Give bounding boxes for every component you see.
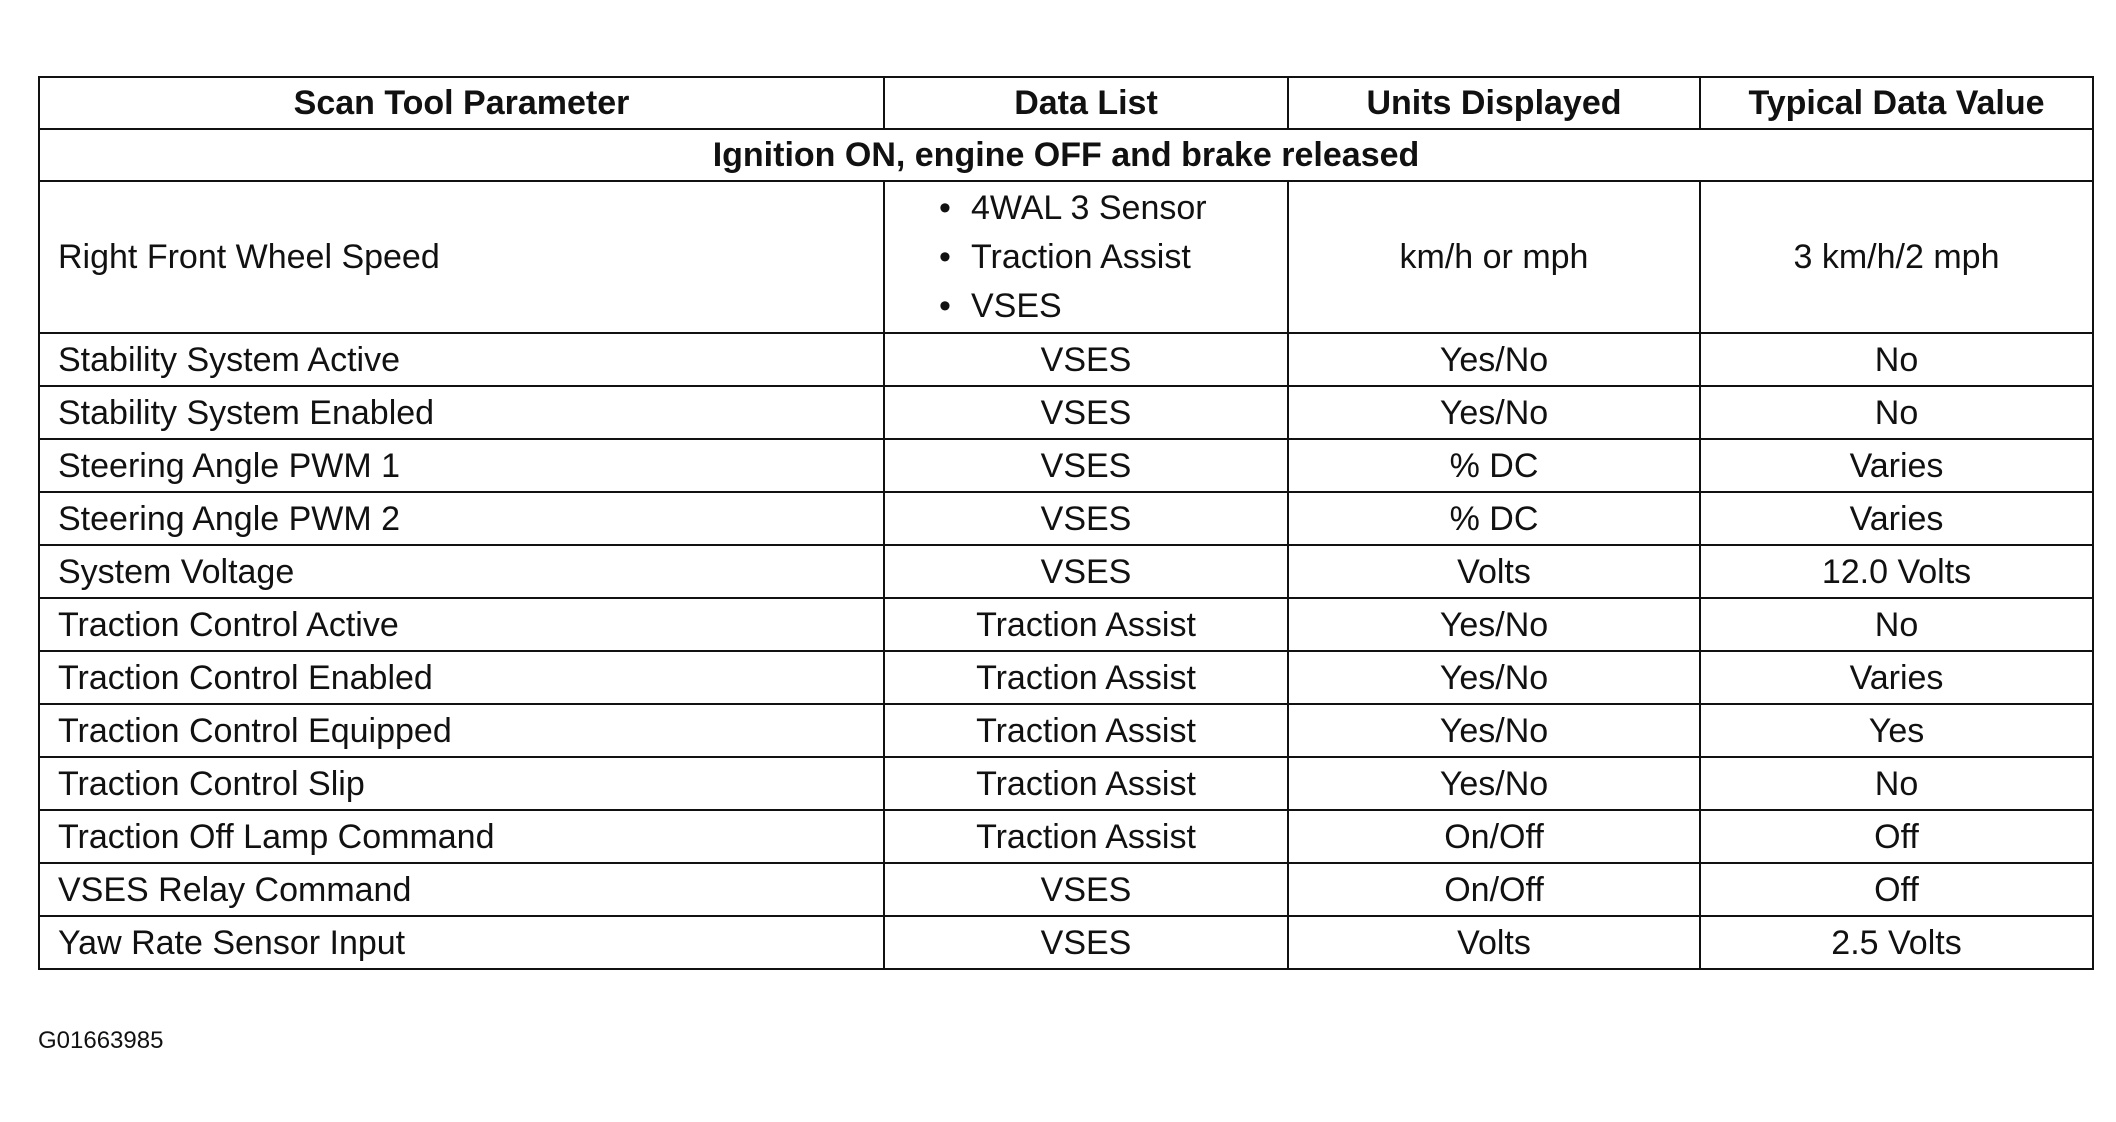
figure-id: G01663985 (38, 1027, 164, 1054)
units-cell: On/Off (1288, 863, 1700, 916)
parameter-cell: Traction Control Slip (39, 757, 884, 810)
data-list-cell: VSES (884, 492, 1288, 545)
data-list-cell: VSES (884, 916, 1288, 969)
value-cell: 12.0 Volts (1700, 545, 2093, 598)
data-list-cell (884, 181, 1288, 333)
units-cell: % DC (1288, 439, 1700, 492)
value-cell: No (1700, 598, 2093, 651)
data-list-cell: Traction Assist (884, 598, 1288, 651)
header-units-displayed: Units Displayed (1288, 77, 1700, 129)
value-cell: No (1700, 333, 2093, 386)
data-list-cell: Traction Assist (884, 810, 1288, 863)
header-typical-data-value: Typical Data Value (1700, 77, 2093, 129)
parameter-cell: Right Front Wheel Speed (39, 181, 884, 333)
value-cell: Off (1700, 863, 2093, 916)
header-data-list: Data List (884, 77, 1288, 129)
section-row (39, 129, 2093, 181)
units-cell: Yes/No (1288, 333, 1700, 386)
parameter-cell: Traction Control Enabled (39, 651, 884, 704)
table-row (39, 651, 2093, 704)
data-list-cell: VSES (884, 439, 1288, 492)
table-row (39, 181, 2093, 333)
parameter-cell: Traction Off Lamp Command (39, 810, 884, 863)
units-cell: On/Off (1288, 810, 1700, 863)
units-cell: Yes/No (1288, 757, 1700, 810)
units-cell: Yes/No (1288, 651, 1700, 704)
data-list-cell: VSES (884, 386, 1288, 439)
section-title: Ignition ON, engine OFF and brake released (39, 129, 2093, 181)
parameter-cell: Traction Control Equipped (39, 704, 884, 757)
data-list-cell: Traction Assist (884, 757, 1288, 810)
table-row (39, 492, 2093, 545)
table-row (39, 704, 2093, 757)
value-cell: Varies (1700, 492, 2093, 545)
units-cell: Volts (1288, 545, 1700, 598)
parameter-cell: System Voltage (39, 545, 884, 598)
table-row (39, 598, 2093, 651)
table-row (39, 545, 2093, 598)
parameter-cell: Steering Angle PWM 2 (39, 492, 884, 545)
units-cell: Yes/No (1288, 598, 1700, 651)
table-row (39, 386, 2093, 439)
table-row (39, 810, 2093, 863)
table-row (39, 439, 2093, 492)
data-list-item: • 4WAL 3 Sensor (939, 184, 1269, 233)
value-cell: No (1700, 386, 2093, 439)
data-list-cell: VSES (884, 545, 1288, 598)
parameter-cell: Yaw Rate Sensor Input (39, 916, 884, 969)
value-cell: Off (1700, 810, 2093, 863)
data-list-bullets (903, 184, 1269, 331)
table-row (39, 916, 2093, 969)
parameter-cell: Steering Angle PWM 1 (39, 439, 884, 492)
units-cell: km/h or mph (1288, 181, 1700, 333)
value-cell: Yes (1700, 704, 2093, 757)
data-list-item: • VSES (939, 282, 1269, 331)
units-cell: Yes/No (1288, 704, 1700, 757)
units-cell: Yes/No (1288, 386, 1700, 439)
units-cell: % DC (1288, 492, 1700, 545)
scan-tool-data-table (38, 76, 2094, 970)
data-list-cell: Traction Assist (884, 651, 1288, 704)
value-cell: Varies (1700, 651, 2093, 704)
table-row (39, 333, 2093, 386)
scan-tool-data-table-container (38, 76, 2092, 970)
header-scan-tool-parameter: Scan Tool Parameter (39, 77, 884, 129)
value-cell: No (1700, 757, 2093, 810)
data-list-item: • Traction Assist (939, 233, 1269, 282)
value-cell: 3 km/h/2 mph (1700, 181, 2093, 333)
data-list-cell: Traction Assist (884, 704, 1288, 757)
header-row (39, 77, 2093, 129)
parameter-cell: Stability System Enabled (39, 386, 884, 439)
data-list-cell: VSES (884, 333, 1288, 386)
table-row (39, 757, 2093, 810)
data-list-cell: VSES (884, 863, 1288, 916)
value-cell: 2.5 Volts (1700, 916, 2093, 969)
parameter-cell: Traction Control Active (39, 598, 884, 651)
value-cell: Varies (1700, 439, 2093, 492)
parameter-cell: Stability System Active (39, 333, 884, 386)
parameter-cell: VSES Relay Command (39, 863, 884, 916)
units-cell: Volts (1288, 916, 1700, 969)
table-row (39, 863, 2093, 916)
